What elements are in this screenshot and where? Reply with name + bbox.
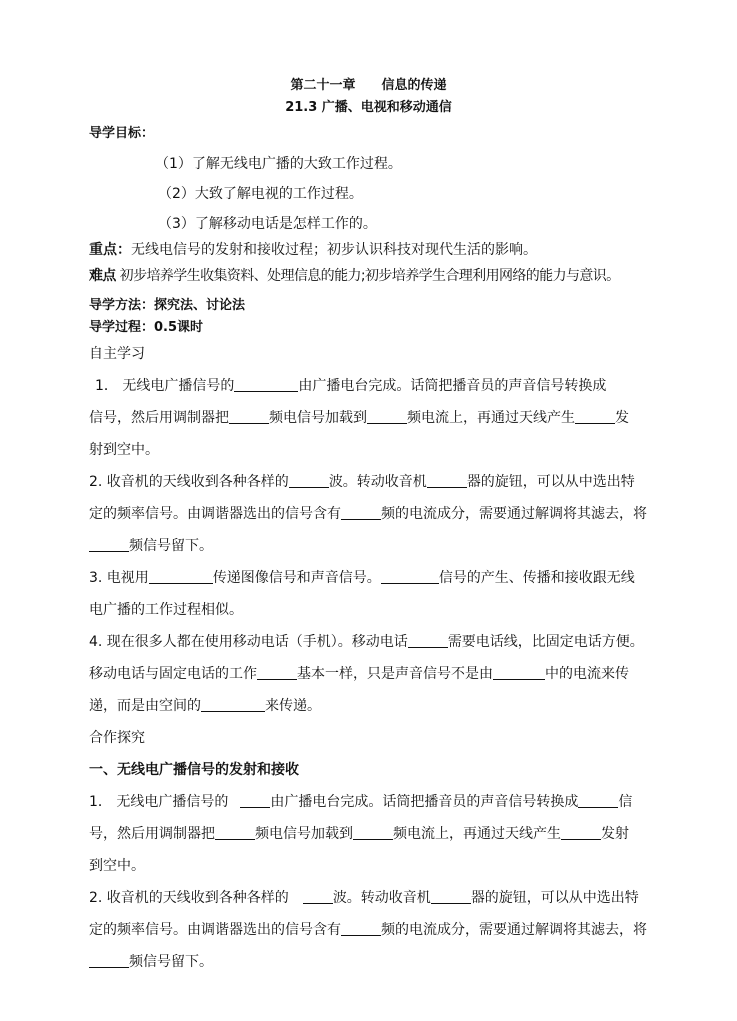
answer-blank[interactable] <box>561 825 601 840</box>
self-q2-line3 <box>89 536 689 556</box>
answer-blank[interactable] <box>215 825 255 840</box>
answer-blank[interactable] <box>89 537 129 552</box>
text: 波。转动收音机 <box>328 474 427 490</box>
goals-label: 导学目标： <box>89 126 155 141</box>
answer-blank[interactable] <box>257 665 297 680</box>
text: 频电信号加载到 <box>255 826 353 842</box>
difficulty <box>89 266 689 286</box>
answer-blank[interactable] <box>149 569 213 584</box>
text: 递，而是由空间的 <box>89 698 201 714</box>
self-q4-line3 <box>89 696 689 716</box>
text: 2. 收音机的天线收到各种各样的 <box>89 890 289 906</box>
difficulty-text: 初步培养学生收集资料、处理信息的能力;初步培养学生合理利用网络的能力与意识。 <box>119 268 620 284</box>
text: 器的旋钮，可以从中选出特 <box>470 890 639 906</box>
self-q3-line2: 电广播的工作过程相似。 <box>89 602 243 618</box>
text: 需要电话线，比固定电话方便。 <box>447 634 644 650</box>
text: 2. 收音机的天线收到各种各样的 <box>89 474 289 490</box>
text: 频信号留下。 <box>129 538 213 554</box>
answer-blank[interactable] <box>575 409 615 424</box>
text: 频电流上，再通过天线产生 <box>393 826 561 842</box>
key-point <box>89 240 689 260</box>
text: 频的电流成分，需要通过解调将其滤去，将 <box>381 506 647 522</box>
key-point-label: 重点： <box>89 242 131 258</box>
answer-blank[interactable] <box>341 921 381 936</box>
answer-blank[interactable] <box>381 569 439 584</box>
self-q1-line1 <box>95 376 689 396</box>
text: 信号，然后用调制器把 <box>89 410 229 426</box>
answer-blank[interactable] <box>234 377 298 392</box>
self-q2-line1 <box>89 472 689 492</box>
method-label: 导学方法：探究法、讨论法 <box>89 298 246 313</box>
text: 移动电话与固定电话的工作 <box>89 666 257 682</box>
self-q3-line1 <box>89 568 689 588</box>
chapter-title <box>0 76 737 96</box>
text: 发 <box>615 410 629 426</box>
section-title: 21.3 广播、电视和移动通信 <box>285 100 452 115</box>
coop-q2-line3 <box>89 952 689 972</box>
text: 频电信号加载到 <box>269 410 367 426</box>
answer-blank[interactable] <box>240 793 270 808</box>
chapter-number: 第二十一章 <box>290 78 356 93</box>
self-q2-line2 <box>89 504 689 524</box>
text: 来传递。 <box>265 698 321 714</box>
answer-blank[interactable] <box>431 889 471 904</box>
answer-blank[interactable] <box>427 473 467 488</box>
self-q4-line1 <box>89 632 689 652</box>
chapter-name: 信息的传递 <box>381 78 447 93</box>
text: 器的旋钮，可以从中选出特 <box>466 474 635 490</box>
self-q1-line3: 射到空中。 <box>89 442 159 458</box>
answer-blank[interactable] <box>341 505 381 520</box>
text: 频电流上，再通过天线产生 <box>407 410 575 426</box>
text: 定的频率信号。由调谐器选出的信号含有 <box>89 506 341 522</box>
coop-q1-line3: 到空中。 <box>89 858 145 874</box>
answer-blank[interactable] <box>303 889 333 904</box>
goal-item-3: （3）了解移动电话是怎样工作的。 <box>158 216 377 232</box>
text: 由广播电台完成。话筒把播音员的声音信号转换成 <box>270 794 579 810</box>
answer-blank[interactable] <box>578 793 618 808</box>
answer-blank[interactable] <box>408 633 448 648</box>
text: 传递图像信号和声音信号。 <box>212 570 381 586</box>
text: 发射 <box>601 826 629 842</box>
answer-blank[interactable] <box>229 409 269 424</box>
answer-blank[interactable] <box>201 697 265 712</box>
coop-q1-line2 <box>89 824 689 844</box>
coop-q1-line1 <box>89 792 689 812</box>
text: 基本一样，只是声音信号不是由 <box>297 666 493 682</box>
process-label: 导学过程：0.5课时 <box>89 320 204 335</box>
coop-title: 合作探究 <box>89 730 145 746</box>
text: 信号的产生、传播和接收跟无线 <box>438 570 635 586</box>
goal-item-1: （1）了解无线电广播的大致工作过程。 <box>155 156 402 172</box>
answer-blank[interactable] <box>89 953 129 968</box>
text: 3. 电视用 <box>89 570 149 586</box>
self-q1-line2 <box>89 408 689 428</box>
answer-blank[interactable] <box>289 473 329 488</box>
text: 由广播电台完成。话筒把播音员的声音信号转换成 <box>298 378 607 394</box>
self-q4-line2 <box>89 664 689 684</box>
answer-blank[interactable] <box>493 665 545 680</box>
answer-blank[interactable] <box>353 825 393 840</box>
self-study-title: 自主学习 <box>89 346 145 362</box>
text: 中的电流来传 <box>545 666 629 682</box>
answer-blank[interactable] <box>367 409 407 424</box>
text: 信 <box>618 794 633 810</box>
coop-q2-line1 <box>89 888 689 908</box>
text: 1． 无线电广播信号的 <box>95 378 235 394</box>
coop-section-1: 一、无线电广播信号的发射和接收 <box>89 762 299 778</box>
text: 频的电流成分，需要通过解调将其滤去，将 <box>381 922 647 938</box>
coop-q2-line2 <box>89 920 689 940</box>
text: 1． 无线电广播信号的 <box>89 794 229 810</box>
key-point-text: 无线电信号的发射和接收过程；初步认识科技对现代生活的影响。 <box>131 242 537 258</box>
text: 4. 现在很多人都在使用移动电话（手机）。移动电话 <box>89 634 408 650</box>
text: 定的频率信号。由调谐器选出的信号含有 <box>89 922 341 938</box>
text: 频信号留下。 <box>129 954 213 970</box>
goal-item-2: （2）大致了解电视的工作过程。 <box>158 186 363 202</box>
text: 波。转动收音机 <box>332 890 431 906</box>
text: 号，然后用调制器把 <box>89 826 215 842</box>
difficulty-label: 难点 <box>89 268 116 284</box>
